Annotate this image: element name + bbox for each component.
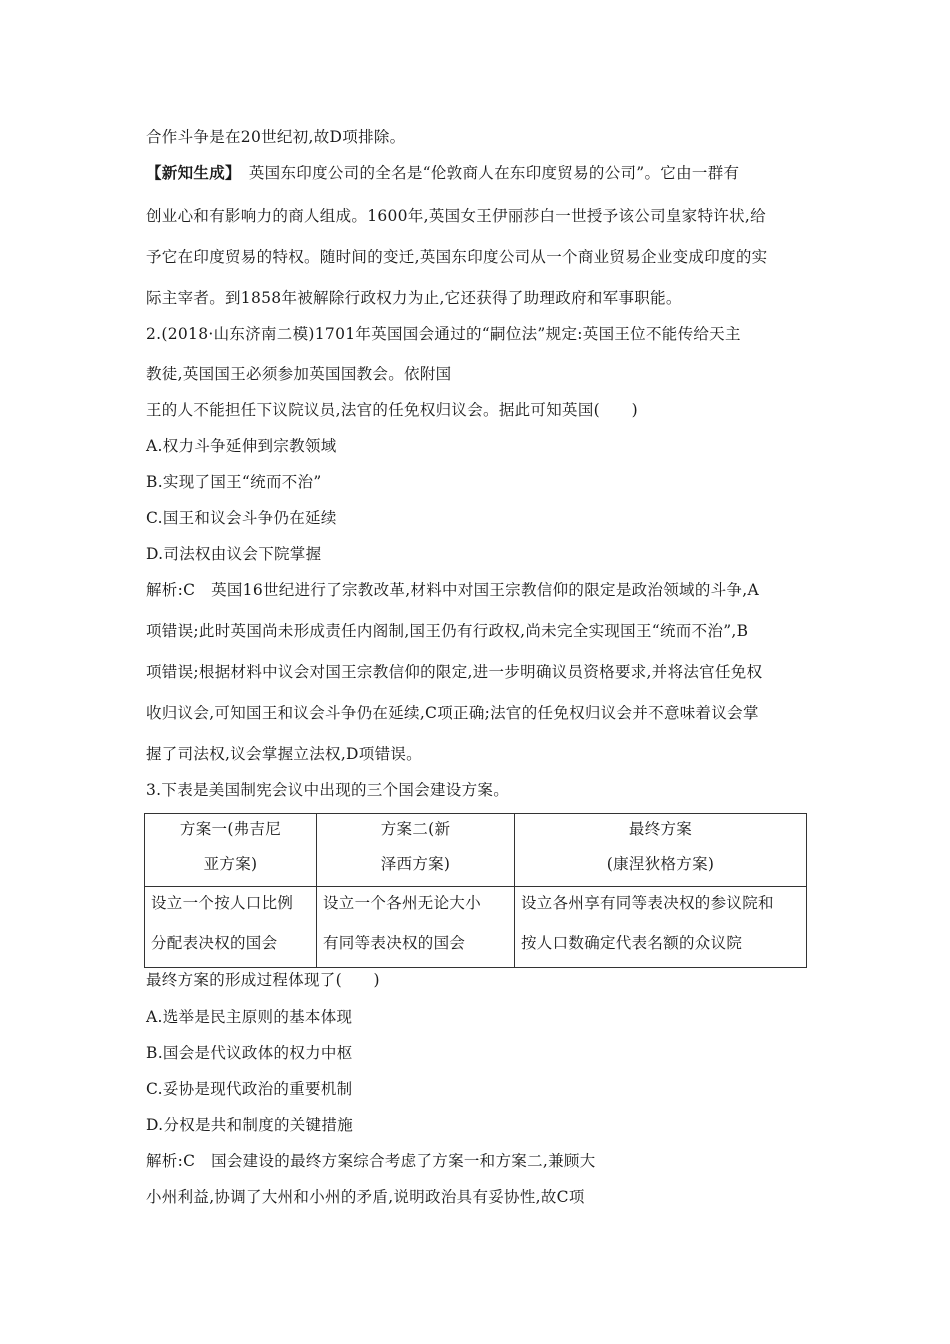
option-a: A.权力斗争延伸到宗教领域 <box>146 437 337 455</box>
analysis-line: 小州利益,协调了大州和小州的矛盾,说明政治具有妥协性,故C项 <box>146 1188 585 1206</box>
table-cell: 设立各州享有同等表决权的参议院和 按人口数确定代表名额的众议院 <box>515 887 807 968</box>
table-header-row <box>145 814 807 887</box>
table-header-cell: 方案一(弗吉尼 亚方案) <box>145 814 317 887</box>
table-header-cell: 方案二(新 泽西方案) <box>317 814 515 887</box>
analysis-line: 项错误;根据材料中议会对国王宗教信仰的限定,进一步明确议员资格要求,并将法官任免权 <box>146 663 763 681</box>
analysis-line: 项错误;此时英国尚未形成责任内阁制,国王仍有行政权,尚未完全实现国王“统而不治”,B <box>146 622 749 640</box>
paragraph-line: 合作斗争是在20世纪初,故D项排除。 <box>146 128 406 146</box>
table-row <box>145 887 807 968</box>
analysis-line: 收归议会,可知国王和议会斗争仍在延续,C项正确;法官的任免权归议会并不意味着议会掌 <box>146 704 759 722</box>
option-c: C.妥协是现代政治的重要机制 <box>146 1080 353 1098</box>
table-cell: 设立一个按人口比例 分配表决权的国会 <box>145 887 317 968</box>
question-stem: 王的人不能担任下议院议员,法官的任免权归议会。据此可知英国( ) <box>146 401 638 419</box>
option-d: D.司法权由议会下院掌握 <box>146 545 322 563</box>
question-stem: 3.下表是美国制宪会议中出现的三个国会建设方案。 <box>146 781 509 799</box>
option-c: C.国王和议会斗争仍在延续 <box>146 509 337 527</box>
question-stem: 2.(2018·山东济南二模)1701年英国国会通过的“嗣位法”规定:英国王位不能传给天主 <box>146 325 741 343</box>
question-stem: 最终方案的形成过程体现了( ) <box>146 971 380 989</box>
option-a: A.选举是民主原则的基本体现 <box>146 1008 353 1026</box>
analysis-line: 解析:C 国会建设的最终方案综合考虑了方案一和方案二,兼顾大 <box>146 1152 596 1170</box>
table-cell: 设立一个各州无论大小 有同等表决权的国会 <box>317 887 515 968</box>
analysis-line: 解析:C 英国16世纪进行了宗教改革,材料中对国王宗教信仰的限定是政治领域的斗争,A <box>146 581 759 599</box>
option-d: D.分权是共和制度的关键措施 <box>146 1116 354 1134</box>
paragraph-line: 际主宰者。到1858年被解除行政权力为止,它还获得了助理政府和军事职能。 <box>146 289 682 307</box>
analysis-line: 握了司法权,议会掌握立法权,D项错误。 <box>146 745 422 763</box>
plan-table <box>144 813 807 968</box>
paragraph-line: 予它在印度贸易的特权。随时间的变迁,英国东印度公司从一个商业贸易企业变成印度的实 <box>146 248 768 266</box>
option-b: B.实现了国王“统而不治” <box>146 473 322 491</box>
section-tag: 【新知生成】 <box>146 163 234 182</box>
section-text: 英国东印度公司的全名是“伦敦商人在东印度贸易的公司”。它由一群有 <box>233 164 740 182</box>
option-b: B.国会是代议政体的权力中枢 <box>146 1044 353 1062</box>
question-stem: 教徒,英国国王必须参加英国国教会。依附国 <box>146 365 452 383</box>
paragraph-line <box>146 163 739 183</box>
paragraph-line: 创业心和有影响力的商人组成。1600年,英国女王伊丽莎白一世授予该公司皇家特许状,给 <box>146 207 766 225</box>
table-header-cell: 最终方案 (康涅狄格方案) <box>515 814 807 887</box>
